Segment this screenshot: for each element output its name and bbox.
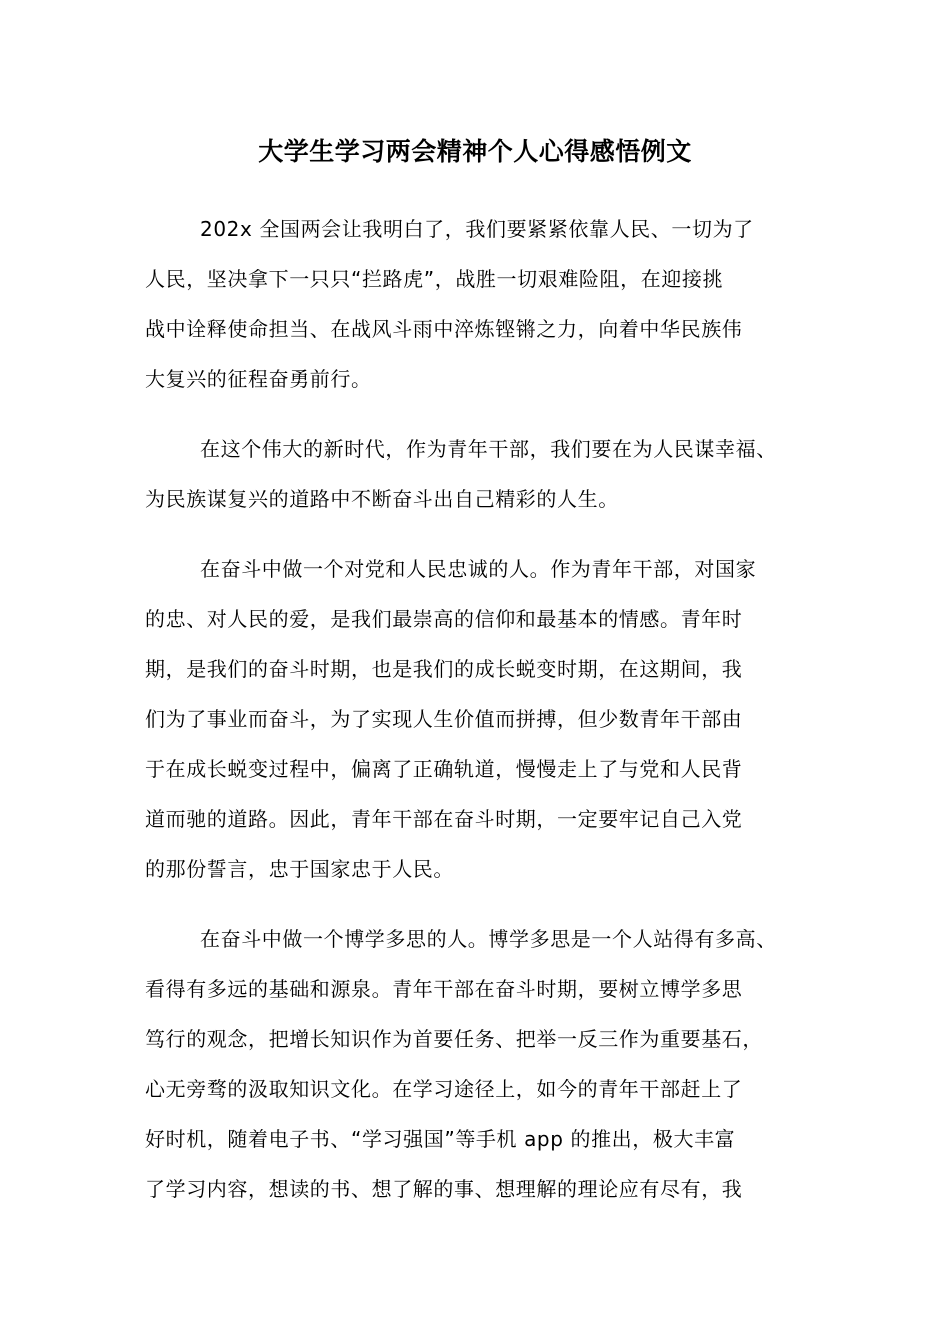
text-line: 战中诠释使命担当、在战风斗雨中淬炼铿锵之力，向着中华民族伟	[145, 317, 743, 341]
text-line: 人民，坚决拿下一只只“拦路虎”，战胜一切艰难险阻，在迎接挑	[145, 267, 724, 291]
paragraph-2	[145, 424, 825, 524]
text-line: 看得有多远的基础和源泉。青年干部在奋斗时期，要树立博学多思	[145, 977, 743, 1001]
text-line: 大复兴的征程奋勇前行。	[145, 367, 372, 391]
text-line: 于在成长蜕变过程中，偏离了正确轨道，慢慢走上了与党和人民背	[145, 757, 743, 781]
text-line: 笃行的观念，把增长知识作为首要任务、把举一反三作为重要基石，	[145, 1027, 763, 1051]
paragraph-4	[145, 914, 825, 1214]
paragraph-1	[145, 204, 825, 404]
text-line: 心无旁骛的汲取知识文化。在学习途径上，如今的青年干部赶上了	[145, 1077, 743, 1101]
paragraph-3	[145, 544, 825, 894]
text-line: 为民族谋复兴的道路中不断奋斗出自己精彩的人生。	[145, 487, 619, 511]
text-line: 202x 全国两会让我明白了，我们要紧紧依靠人民、一切为了	[200, 217, 754, 241]
text-line: 们为了事业而奋斗，为了实现人生价值而拼搏，但少数青年干部由	[145, 707, 743, 731]
text-line: 在奋斗中做一个对党和人民忠诚的人。作为青年干部，对国家	[200, 557, 757, 581]
document-title: 大学生学习两会精神个人心得感悟例文	[258, 137, 692, 166]
text-line: 在这个伟大的新时代，作为青年干部，我们要在为人民谋幸福、	[200, 437, 777, 461]
document-body	[145, 204, 825, 1234]
text-line: 好时机，随着电子书、“学习强国”等手机 app 的推出，极大丰富	[145, 1127, 736, 1151]
text-line: 的忠、对人民的爱，是我们最崇高的信仰和最基本的情感。青年时	[145, 607, 743, 631]
text-line: 的那份誓言，忠于国家忠于人民。	[145, 857, 454, 881]
text-line: 期，是我们的奋斗时期，也是我们的成长蜕变时期，在这期间，我	[145, 657, 743, 681]
text-line: 了学习内容，想读的书、想了解的事、想理解的理论应有尽有，我	[145, 1177, 743, 1201]
text-line: 道而驰的道路。因此，青年干部在奋斗时期，一定要牢记自己入党	[145, 807, 743, 831]
text-line: 在奋斗中做一个博学多思的人。博学多思是一个人站得有多高、	[200, 927, 777, 951]
